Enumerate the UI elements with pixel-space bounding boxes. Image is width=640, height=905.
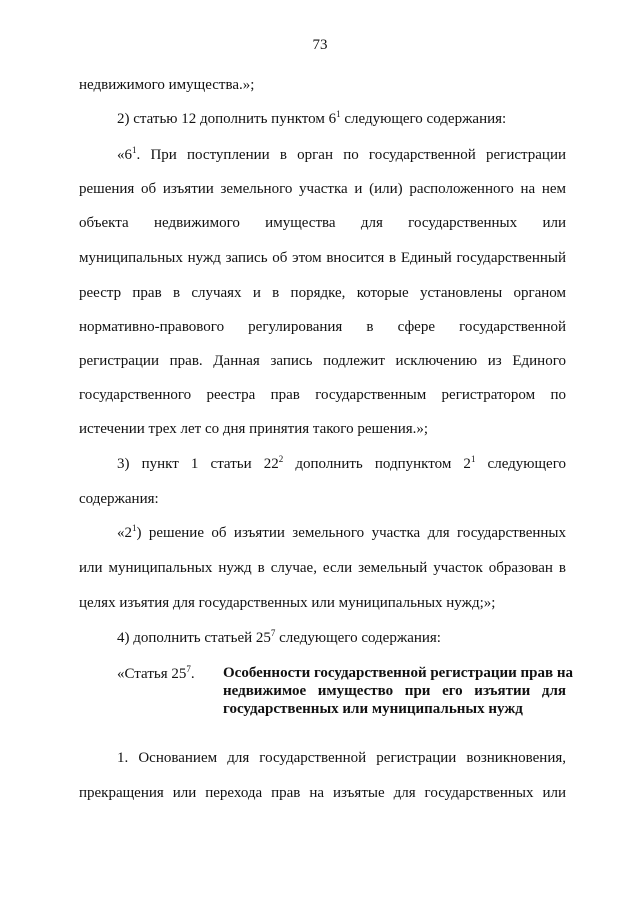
text-line: истечении трех лет со дня принятия такого решения.»; (79, 421, 429, 437)
text-line: решения об изъятии земельного участка и (или) расположенного на нем (79, 181, 566, 197)
article-title-line: государственных или муниципальных нужд (223, 701, 523, 717)
paragraph-item-3: 3) пункт 1 статьи $22^2$ дополнить подпунктом $2^1$ следующего (117, 454, 566, 472)
text-line: муниципальных нужд запись об этом вносится в Единый государственный (79, 250, 566, 266)
article-title-line: Особенности государственной регистрации прав на (223, 665, 573, 681)
text-line: реестр прав в случаях и в порядке, которые установлены органом (79, 285, 566, 301)
page-number: 73 (312, 37, 328, 53)
text-line: целях изъятия для государственных или муниципальных нужд;»; (79, 595, 496, 611)
text-line: «$6^1$. При поступлении в орган по государственной регистрации (117, 145, 566, 163)
text-line: недвижимого имущества.»; (79, 77, 255, 93)
text-line: или муниципальных нужд в случае, если земельный участок образован в (79, 560, 566, 576)
text-line: 1. Основанием для государственной регистрации возникновения, (117, 750, 566, 766)
text-line: государственного реестра прав государственным регистратором по (79, 387, 566, 403)
paragraph-item-4: 4) дополнить статьей $25^7$ следующего содержания: (117, 628, 441, 646)
text-line: «$2^1$) решение об изъятии земельного участка для государственных (117, 523, 566, 541)
text-line: содержания: (79, 491, 159, 507)
text-line: регистрации прав. Данная запись подлежит исключению из Единого (79, 353, 566, 369)
article-label: «Статья $25^7$. (117, 664, 195, 682)
text-line: прекращения или перехода прав на изъятые для государственных или (79, 785, 566, 801)
text-line: нормативно-правового регулирования в сфере государственной (79, 319, 566, 335)
text-line: объекта недвижимого имущества для государственных или (79, 215, 566, 231)
paragraph-item-2: 2) статью 12 дополнить пунктом $6^1$ следующего содержания: (117, 109, 507, 127)
article-title-line: недвижимое имущество при его изъятии для (223, 683, 566, 699)
